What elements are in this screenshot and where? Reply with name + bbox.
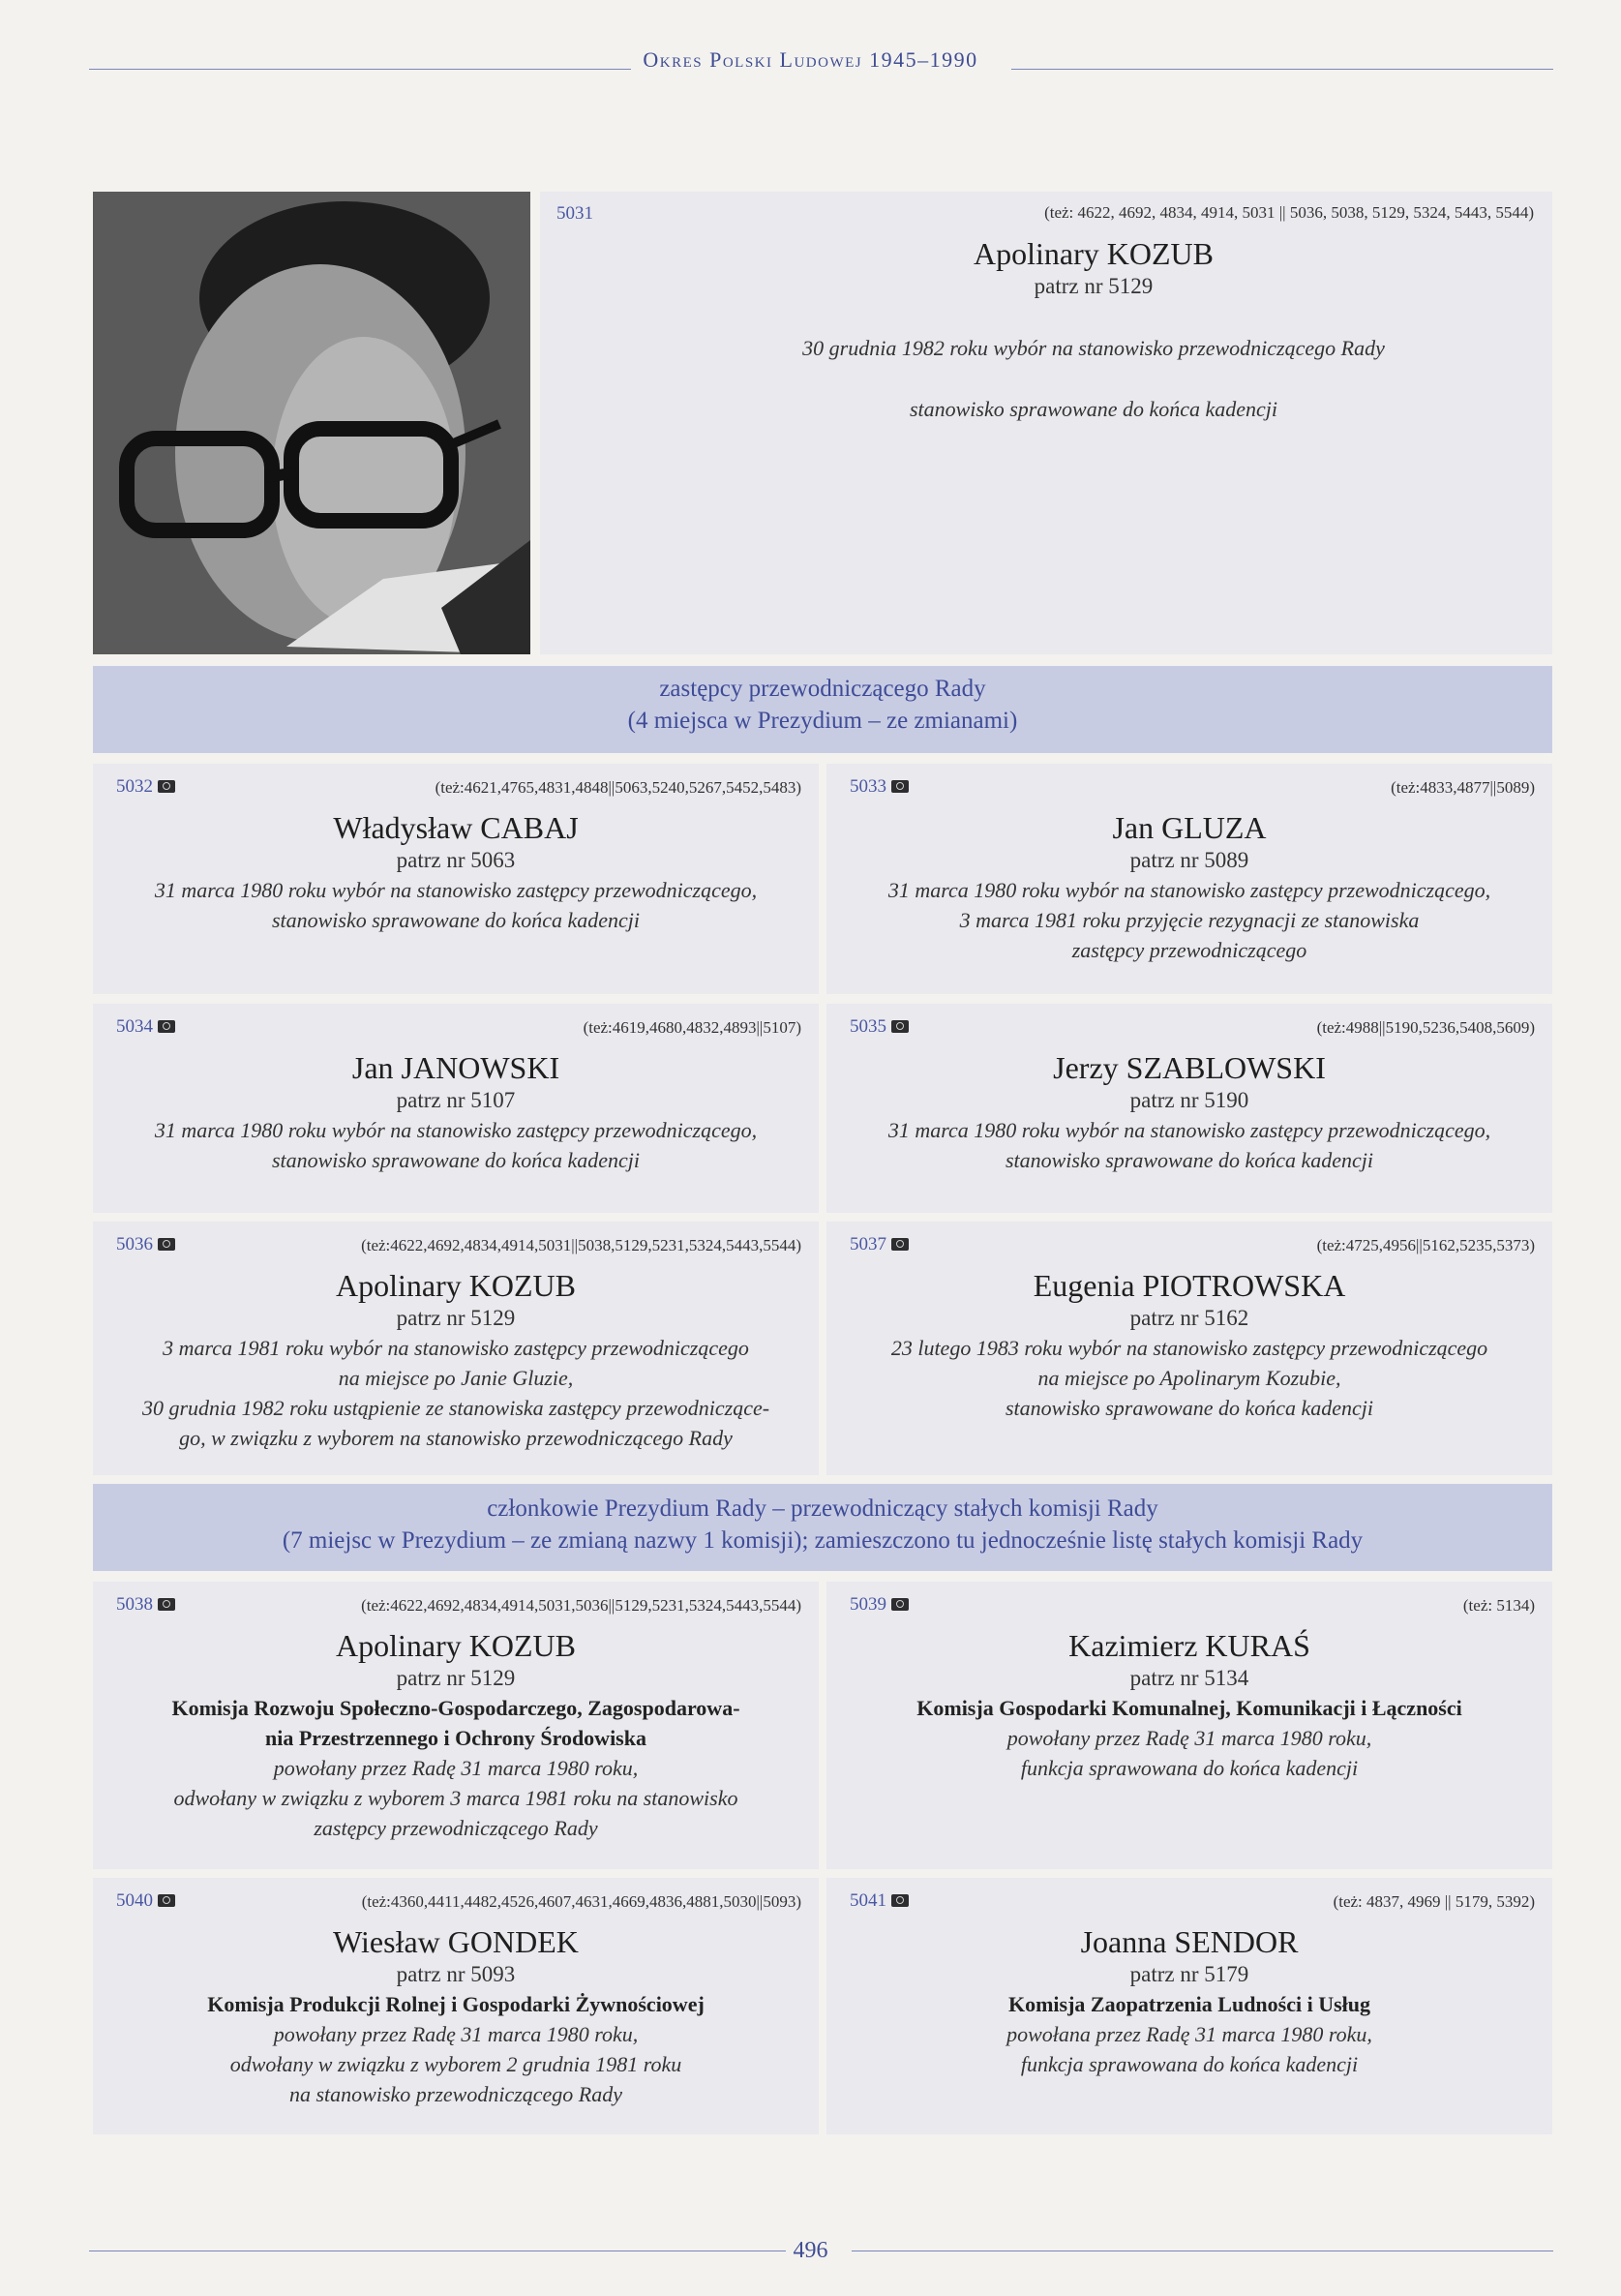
entry-text-line: na miejsce po Apolinarym Kozubie, [1037, 1366, 1341, 1390]
entry-refs: (też:4833,4877||5089) [1391, 778, 1535, 797]
section-title: członkowie Prezydium Rady – przewodniczący stałych komisji Rady [487, 1495, 1158, 1522]
entry-number [850, 1890, 909, 1912]
see-reference: patrz nr 5162 [1129, 1306, 1249, 1330]
person-name: Jan JANOWSKI [351, 1050, 560, 1085]
person-name: Joanna SENDOR [1080, 1924, 1299, 1959]
entry-number-text: 5038 [116, 1594, 153, 1615]
committee-name: Komisja Rozwoju Społeczno-Gospodarczego, Zagospodarowa- [171, 1696, 740, 1720]
entry-text-line: powołana przez Radę 31 marca 1980 roku, [1006, 2022, 1372, 2046]
entry-5031-body [677, 235, 1510, 424]
entry-number [116, 776, 175, 798]
entry-refs: (też: 4837, 4969 || 5179, 5392) [1333, 1892, 1535, 1911]
entry-text-line: 30 grudnia 1982 roku ustąpienie ze stanowiska zastępcy przewodniczące- [141, 1396, 770, 1420]
section-title: zastępcy przewodniczącego Rady [659, 676, 986, 702]
entry-refs: (też: 5134) [1462, 1596, 1535, 1615]
committee-name: Komisja Zaopatrzenia Ludności i Usług [1007, 1992, 1371, 2016]
see-reference: patrz nr 5107 [396, 1088, 516, 1112]
entry-body [103, 809, 809, 935]
entry-text-line: na miejsce po Janie Gluzie, [338, 1366, 574, 1390]
camera-icon [891, 1020, 909, 1033]
see-reference: patrz nr 5089 [1129, 848, 1249, 872]
entry-number [850, 1234, 909, 1255]
entry-text-line: stanowisko sprawowane do końca kadencji [271, 908, 641, 932]
entry-text-line: zastępcy przewodniczącego Rady [314, 1816, 598, 1840]
camera-icon [158, 1238, 175, 1251]
see-reference: patrz nr 5134 [1129, 1666, 1249, 1690]
entry-text-line: funkcja sprawowana do końca kadencji [1020, 2052, 1359, 2076]
header-rule-right [1011, 69, 1553, 70]
entry-text-line: na stanowisko przewodniczącego Rady [288, 2082, 623, 2106]
person-name: Wiesław GONDEK [333, 1924, 579, 1959]
entry-number [850, 1594, 909, 1616]
person-name: Kazimierz KURAŚ [1068, 1628, 1310, 1663]
entry-text-line: go, w związku z wyborem na stanowisko przewodniczącego Rady [179, 1426, 733, 1450]
person-name: Władysław CABAJ [333, 810, 579, 845]
person-name: Apolinary KOZUB [974, 236, 1214, 271]
entry-number [116, 1890, 175, 1912]
entry-text-line: stanowisko sprawowane do końca kadencji [909, 397, 1278, 421]
entry-refs: (też:4619,4680,4832,4893||5107) [583, 1018, 801, 1037]
entry-number-text: 5040 [116, 1890, 153, 1911]
entry-number-text: 5037 [850, 1234, 886, 1254]
entry-number-text: 5036 [116, 1234, 153, 1254]
entry-refs: (też:4622,4692,4834,4914,5031||5038,5129,5231,5324,5443,5544) [361, 1236, 801, 1254]
entry-text-line: 3 marca 1981 roku przyjęcie rezygnacji ze stanowiska [959, 908, 1420, 932]
entry-text-line: odwołany w związku z wyborem 2 grudnia 1981 roku [229, 2052, 682, 2076]
see-reference: patrz nr 5129 [396, 1666, 516, 1690]
entry-text-line: 3 marca 1981 roku wybór na stanowisko zastępcy przewodniczącego [163, 1336, 749, 1360]
see-reference: patrz nr 5063 [396, 848, 516, 872]
see-reference: patrz nr 5190 [1129, 1088, 1249, 1112]
entry-body [836, 1627, 1543, 1783]
entry-text-line: powołany przez Radę 31 marca 1980 roku, [1006, 1726, 1372, 1750]
person-name: Eugenia PIOTROWSKA [1033, 1268, 1346, 1303]
entry-number [850, 776, 909, 798]
entry-text-line: 31 marca 1980 roku wybór na stanowisko zastępcy przewodniczącego, [154, 878, 758, 902]
entry-refs: (też: 4622, 4692, 4834, 4914, 5031 || 5036, 5038, 5129, 5324, 5443, 5544) [1044, 203, 1534, 222]
see-reference: patrz nr 5093 [396, 1962, 516, 1986]
entry-number: 5031 [556, 203, 593, 224]
camera-icon [891, 1598, 909, 1611]
entry-body [103, 1923, 809, 2109]
committee-name: Komisja Produkcji Rolnej i Gospodarki Żywnościowej [207, 1992, 705, 2016]
entry-text-line: powołany przez Radę 31 marca 1980 roku, [273, 2022, 639, 2046]
person-name: Jan GLUZA [1112, 810, 1267, 845]
entry-number-text: 5032 [116, 776, 153, 797]
entry-number-text: 5039 [850, 1594, 886, 1615]
committee-name: nia Przestrzennego i Ochrony Środowiska [265, 1726, 646, 1750]
section-subtitle: (4 miejsca w Prezydium – ze zmianami) [627, 708, 1018, 734]
entry-body [836, 809, 1543, 965]
entry-body [836, 1923, 1543, 2079]
entry-text-line: 31 marca 1980 roku wybór na stanowisko zastępcy przewodniczącego, [887, 1118, 1491, 1142]
see-reference: patrz nr 5129 [396, 1306, 516, 1330]
camera-icon [158, 1894, 175, 1907]
see-reference: patrz nr 5129 [1034, 274, 1154, 298]
entry-refs: (też:4621,4765,4831,4848||5063,5240,5267,5452,5483) [435, 778, 801, 797]
entry-number-text: 5034 [116, 1016, 153, 1037]
entry-text-line: 31 marca 1980 roku wybór na stanowisko zastępcy przewodniczącego, [887, 878, 1491, 902]
person-name: Apolinary KOZUB [336, 1628, 576, 1663]
camera-icon [891, 1894, 909, 1907]
entry-number [116, 1594, 175, 1616]
entry-number-text: 5041 [850, 1890, 886, 1911]
camera-icon [891, 1238, 909, 1251]
portrait-photo [93, 192, 530, 654]
section-header-deputies [93, 666, 1552, 753]
entry-number-text: 5035 [850, 1016, 886, 1037]
entry-refs: (też:4360,4411,4482,4526,4607,4631,4669,4836,4881,5030||5093) [361, 1892, 801, 1911]
running-title: Okres Polski Ludowej 1945–1990 [643, 47, 978, 72]
entry-text-line: stanowisko sprawowane do końca kadencji [1005, 1396, 1374, 1420]
see-reference: patrz nr 5179 [1129, 1962, 1249, 1986]
entry-body [836, 1049, 1543, 1175]
entry-refs: (też:4988||5190,5236,5408,5609) [1316, 1018, 1535, 1037]
entry-number [850, 1016, 909, 1038]
entry-text-line: 23 lutego 1983 roku wybór na stanowisko zastępcy przewodniczącego [890, 1336, 1488, 1360]
camera-icon [891, 780, 909, 793]
entry-body [103, 1267, 809, 1453]
entry-text-line: funkcja sprawowana do końca kadencji [1020, 1756, 1359, 1780]
entry-text-line: stanowisko sprawowane do końca kadencji [271, 1148, 641, 1172]
entry-body [836, 1267, 1543, 1423]
person-name: Jerzy SZABLOWSKI [1053, 1050, 1326, 1085]
entry-number-text: 5033 [850, 776, 886, 797]
section-subtitle: (7 miejsc w Prezydium – ze zmianą nazwy 1 komisji); zamieszczono tu jednocześnie listę stałych komisji Rady [282, 1527, 1364, 1554]
camera-icon [158, 780, 175, 793]
entry-text-line: zastępcy przewodniczącego [1071, 938, 1307, 962]
page-number: 496 [793, 2238, 828, 2263]
entry-body [103, 1627, 809, 1843]
entry-refs: (też:4725,4956||5162,5235,5373) [1316, 1236, 1535, 1254]
camera-icon [158, 1020, 175, 1033]
entry-text-line: stanowisko sprawowane do końca kadencji [1005, 1148, 1374, 1172]
entry-body [103, 1049, 809, 1175]
section-header-members [93, 1484, 1552, 1571]
entry-text-line: 30 grudnia 1982 roku wybór na stanowisko przewodniczącego Rady [802, 336, 1385, 360]
entry-text-line: odwołany w związku z wyborem 3 marca 1981 roku na stanowisko [173, 1786, 738, 1810]
portrait-image [93, 192, 530, 654]
camera-icon [158, 1598, 175, 1611]
committee-name: Komisja Gospodarki Komunalnej, Komunikacji i Łączności [916, 1696, 1462, 1720]
person-name: Apolinary KOZUB [336, 1268, 576, 1303]
entry-number [116, 1016, 175, 1038]
entry-number [116, 1234, 175, 1255]
entry-text-line: powołany przez Radę 31 marca 1980 roku, [273, 1756, 639, 1780]
entry-refs: (też:4622,4692,4834,4914,5031,5036||5129,5231,5324,5443,5544) [361, 1596, 801, 1615]
entry-text-line: 31 marca 1980 roku wybór na stanowisko zastępcy przewodniczącego, [154, 1118, 758, 1142]
